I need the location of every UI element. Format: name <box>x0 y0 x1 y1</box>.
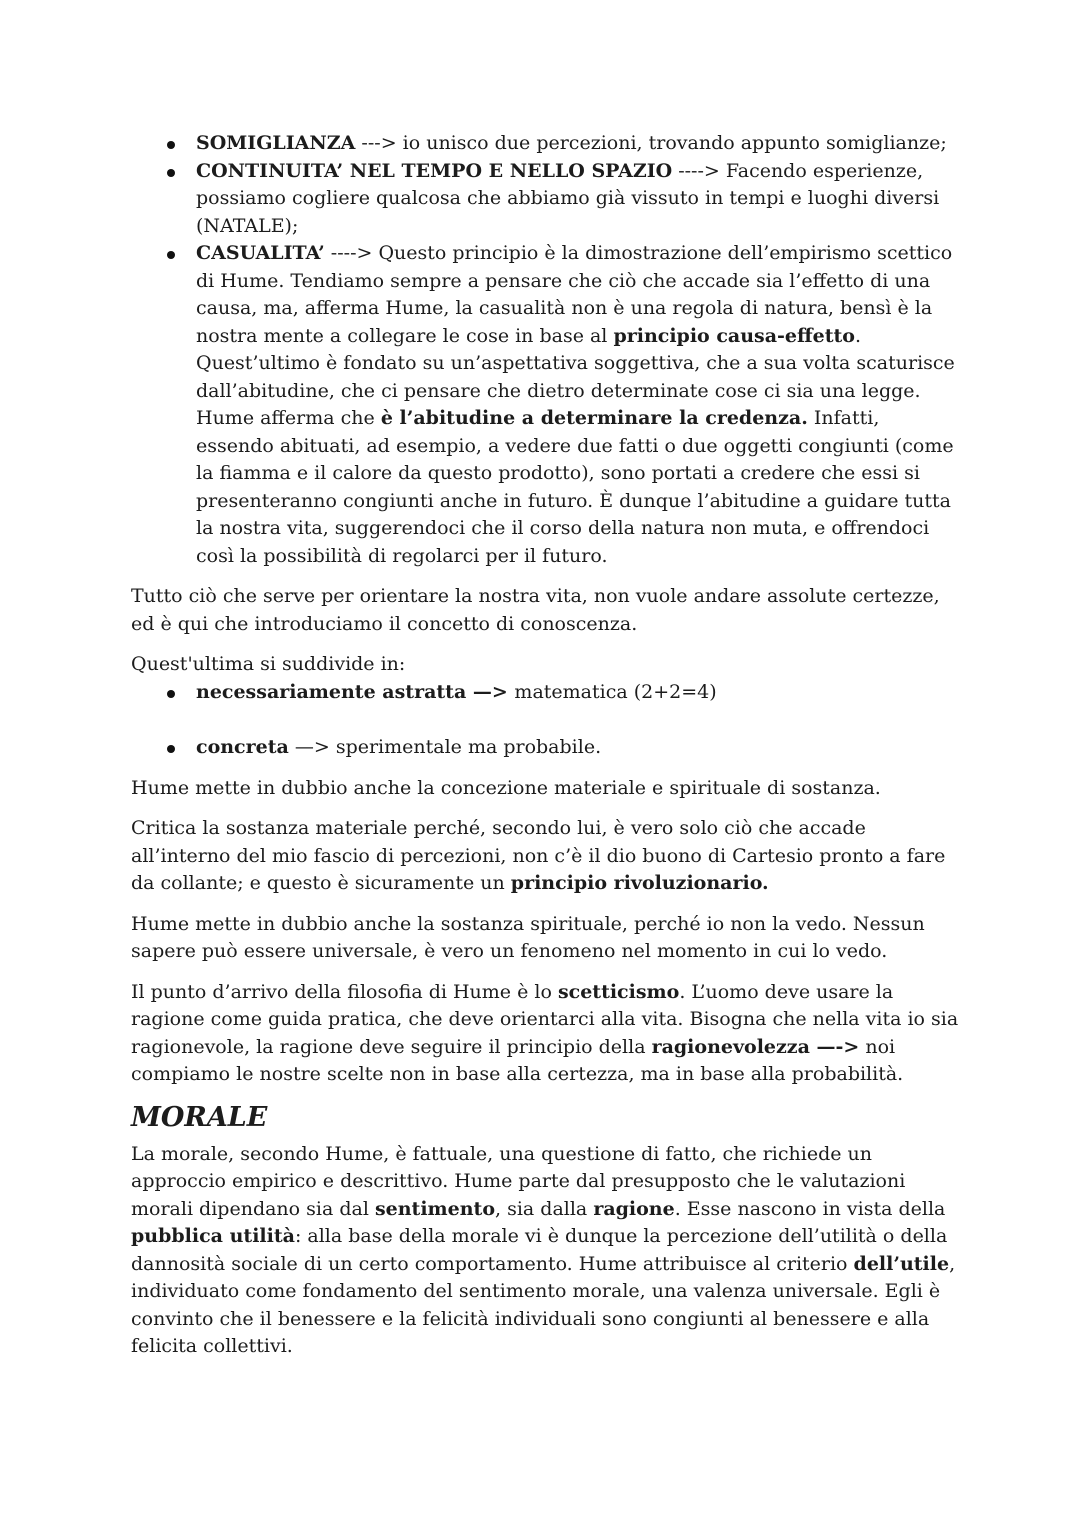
paragraph-text: Il punto d’arrivo della filosofia di Hume è lo <box>131 980 558 1003</box>
list-item-term: CONTINUITA’ NEL TEMPO E NELLO SPAZIO <box>196 159 673 182</box>
bullet-icon <box>167 141 175 149</box>
paragraph <box>131 815 961 898</box>
list-item-term: concreta <box>196 736 289 758</box>
arrow-text: ---> <box>355 132 403 154</box>
list-item-text: Questo principio è la dimostrazione dell’empirismo scettico di Hume. Tendiamo sempre a pensare che ciò che accade sia l’effetto di una causa, ma, afferma Hume, la casualità non è una regola di natura, bensì è la nostra mente a collegare le cose in base al <box>196 242 953 347</box>
arrow-text: ----> <box>324 242 379 264</box>
paragraph-text: , sia dalla <box>495 1197 594 1220</box>
list-item-text: Infatti, essendo abituati, ad esempio, a vedere due fatti o due oggetti congiunti (come la fiamma e il calore da questo prodotto), sono portati a credere che essi si presenteranno congiunti anche in futuro. È dunque l’abitudine a guidare tutta la nostra vita, suggerendoci che il corso della natura non muta, e offrendoci così la possibilità di regolarci per il futuro. <box>196 407 954 567</box>
bold-text: principio rivoluzionario. <box>510 872 769 894</box>
arrow-text: —> <box>288 736 336 758</box>
arrow-text: —> <box>466 680 515 703</box>
list-item-text: Facendo esperienze, possiamo cogliere qualcosa che abbiamo già vissuto in tempi e luoghi diversi (NATALE); <box>196 159 940 237</box>
bold-text: ragionevolezza —-> <box>651 1035 860 1058</box>
paragraph-text: . Esse nascono in vista della <box>674 1197 946 1220</box>
bold-text: scetticismo <box>557 980 680 1003</box>
paragraph: Hume mette in dubbio anche la sostanza spirituale, perché io non la vedo. Nessun sapere può essere universale, è vero un fenomeno nel momento in cui lo vedo. <box>131 912 925 962</box>
bold-text: pubblica utilità <box>131 1225 295 1247</box>
list-item <box>131 158 961 241</box>
bullet-icon <box>167 169 175 177</box>
bullet-icon <box>167 690 175 698</box>
list-item <box>131 130 961 158</box>
paragraph: Tutto ciò che serve per orientare la nostra vita, non vuole andare assolute certezze, ed è qui che introduciamo il concetto di conoscenza. <box>131 585 940 635</box>
list-item-text: matematica (2+2=4) <box>514 680 717 703</box>
list-item-text: io unisco due percezioni, trovando appunto somiglianze; <box>402 132 947 154</box>
bold-text: principio causa-effetto <box>613 324 855 347</box>
paragraph-text: , individuato come fondamento del sentimento morale, una valenza universale. Egli è convinto che il benessere e la felicità individuali sono congiunti al benessere e alla felicita collettivi. <box>131 1252 956 1357</box>
paragraph <box>131 1141 961 1361</box>
paragraph: Quest'ultima si suddivide in: <box>131 653 406 675</box>
list-item-term: SOMIGLIANZA <box>196 132 356 154</box>
paragraph-text: . L’uomo deve usare la ragione come guida pratica, che deve orientarci alla vita. Bisogna che nella vita io sia ragionevole, la ragione deve seguire il principio della <box>131 980 959 1058</box>
document-page <box>131 130 961 1361</box>
principles-list <box>131 130 961 570</box>
paragraph-text: La morale, secondo Hume, è fattuale, una questione di fatto, che richiede un approccio empirico e descrittivo. Hume parte dal presupposto che le valutazioni morali dipendano sia dal <box>131 1142 906 1220</box>
list-item-term: CASUALITA’ <box>196 242 325 264</box>
bullet-icon <box>167 251 175 259</box>
list-item <box>131 679 961 707</box>
bold-text: sentimento <box>374 1197 496 1220</box>
bullet-icon <box>167 745 175 753</box>
bold-text: dell’utile <box>853 1252 950 1275</box>
paragraph-text: Critica la sostanza materiale perché, secondo lui, è vero solo ciò che accade all’interno del mio fascio di percezioni, non c’è il dio buono di Cartesio pronto a fare da collante; e questo è sicuramente un <box>131 817 946 894</box>
knowledge-list <box>131 679 961 762</box>
paragraph <box>131 979 961 1089</box>
paragraph: Hume mette in dubbio anche la concezione materiale e spirituale di sostanza. <box>131 776 881 799</box>
list-item-text: . Quest’ultimo è fondato su un’aspettativa soggettiva, che a sua volta scaturisce dall’abitudine, che ci pensare che dietro determinate cose ci sia una legge. Hume afferma che <box>196 324 955 429</box>
list-item-text: sperimentale ma probabile. <box>335 736 602 758</box>
list-item <box>131 734 961 762</box>
bold-text: è l’abitudine a determinare la credenza. <box>380 407 808 429</box>
bold-text: ragione <box>593 1197 675 1220</box>
section-heading: MORALE <box>131 1101 268 1133</box>
paragraph-text: noi compiamo le nostre scelte non in base alla certezza, ma in base alla probabilità. <box>131 1035 904 1085</box>
paragraph-text: : alla base della morale vi è dunque la percezione dell’utilità o della dannosità sociale di un certo comportamento. Hume attribuisce al criterio <box>131 1225 948 1275</box>
list-item <box>131 240 961 570</box>
arrow-text: ----> <box>672 159 726 182</box>
list-item-term: necessariamente astratta <box>196 680 467 703</box>
